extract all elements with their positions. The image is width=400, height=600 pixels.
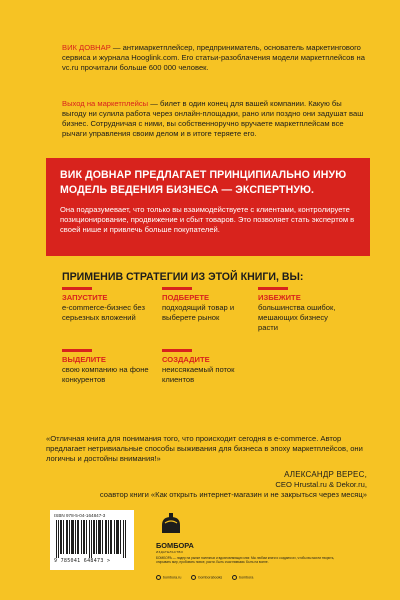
publisher-social <box>156 575 253 580</box>
social-icon <box>232 575 237 580</box>
strategy-item <box>162 287 252 349</box>
reviewer-book: соавтор книги «Как открыть интернет-магазин и не закрыться через месяц» <box>99 490 367 500</box>
reviewer-name: АЛЕКСАНДР ВЕРЕС, <box>284 470 367 479</box>
highlight-headline: ВИК ДОВНАР ПРЕДЛАГАЕТ ПРИНЦИПИАЛЬНО ИНУЮ МОДЕЛЬ ВЕДЕНИЯ БИЗНЕСА — ЭКСПЕРТНУЮ. <box>60 169 347 196</box>
strategy-column-3 <box>258 287 348 349</box>
strategy-item <box>162 349 252 385</box>
strategy-column-1 <box>62 287 152 385</box>
strategies-title: ПРИМЕНИВ СТРАТЕГИИ ИЗ ЭТОЙ КНИГИ, ВЫ: <box>62 271 304 283</box>
strategy-keyword: ВЫДЕЛИТЕ <box>62 355 106 364</box>
review-quote: «Отличная книга для понимания того, что происходит сегодня в e-commerce. Автор предлагает нетривиальные способы выживания для бизнеса в эпоху маркетплейсов, они логичны и достойны внимания!» <box>46 434 363 464</box>
marketplace-warning <box>62 99 368 138</box>
publisher-sub: ИЗДАТЕЛЬСТВО <box>156 550 184 554</box>
review-author <box>100 470 367 500</box>
author-bio-text: — антимаркетплейсер, предприниматель, основатель маркетингового сервиса и журнала Hooglink.com. Его статьи-разоблачения модели маркетплейсов на vc.ru прочитали больше 600 000 человек. <box>62 43 365 72</box>
strategy-text: e-commerce-бизнес без серьезных вложений <box>62 302 145 322</box>
red-divider <box>162 287 192 290</box>
barcode-digits: 9 785041 648473 > <box>54 558 111 564</box>
strategy-keyword: СОЗДАДИТЕ <box>162 355 210 364</box>
highlight-box <box>46 158 370 256</box>
author-name: ВИК ДОВНАР <box>62 43 111 52</box>
strategy-keyword: ЗАПУСТИТЕ <box>62 293 108 302</box>
warning-text: — билет в один конец для вашей компании. Какую бы выгоду ни сулила работа через онлайн-площадки, рано или поздно они задушат ваш бизнес. Сотрудничая с ними, вы собственноручно вручаете маркетплейсам все рычаги управления своим делом и в итоге теряете его. <box>62 99 364 138</box>
strategy-item <box>62 349 152 385</box>
bombora-logo-icon <box>156 513 186 535</box>
social-website[interactable]: bombora.ru <box>156 575 181 580</box>
publisher-brand: БОМБОРА <box>156 541 194 550</box>
strategy-text: свою компанию на фоне конкурентов <box>62 364 149 384</box>
strategy-keyword: ИЗБЕЖИТЕ <box>258 293 301 302</box>
strategy-column-2 <box>162 287 252 385</box>
strategy-text: неиссякаемый поток клиентов <box>162 364 235 384</box>
author-bio <box>62 43 368 73</box>
strategy-text: подходящий товар и выберете рынок <box>162 302 235 322</box>
warning-lead: Выход на маркетплейсы <box>62 99 149 108</box>
social-icon <box>191 575 196 580</box>
strategy-item <box>62 287 152 349</box>
red-divider <box>62 349 92 352</box>
isbn-text: ISBN 978-5-04-164847-3 <box>54 513 106 518</box>
strategy-keyword: ПОДБЕРЕТЕ <box>162 293 210 302</box>
barcode-box <box>50 510 134 570</box>
strategy-text: большинства ошибок, мешающих бизнесу расти <box>258 302 336 332</box>
globe-icon <box>156 575 161 580</box>
social-books[interactable]: bomborabooks <box>191 575 222 580</box>
publisher-text: БОМБОРА — лидер на рынке полезных и вдохновляющих книг. Мы любим книги и создаем их, чтобы вы могли творить, открывать мир, пробовать новое, расти. Быть счастливыми. Быть на волне. <box>156 556 335 565</box>
highlight-body: Она подразумевает, что только вы взаимодействуете с клиентами, контролируете позиционирование, продвижение и сбыт товаров. Это позволяет стать экспертом в своей нише и привлечь больше покупателей. <box>60 205 355 234</box>
red-divider <box>258 287 288 290</box>
red-divider <box>62 287 92 290</box>
publisher-logo <box>156 513 216 554</box>
social-bombora[interactable]: bombora <box>232 575 253 580</box>
reviewer-role: CEO Hrustal.ru & Dekor.ru, <box>275 480 367 490</box>
red-divider <box>162 349 192 352</box>
barcode-icon <box>54 520 130 558</box>
strategy-item <box>258 287 348 349</box>
